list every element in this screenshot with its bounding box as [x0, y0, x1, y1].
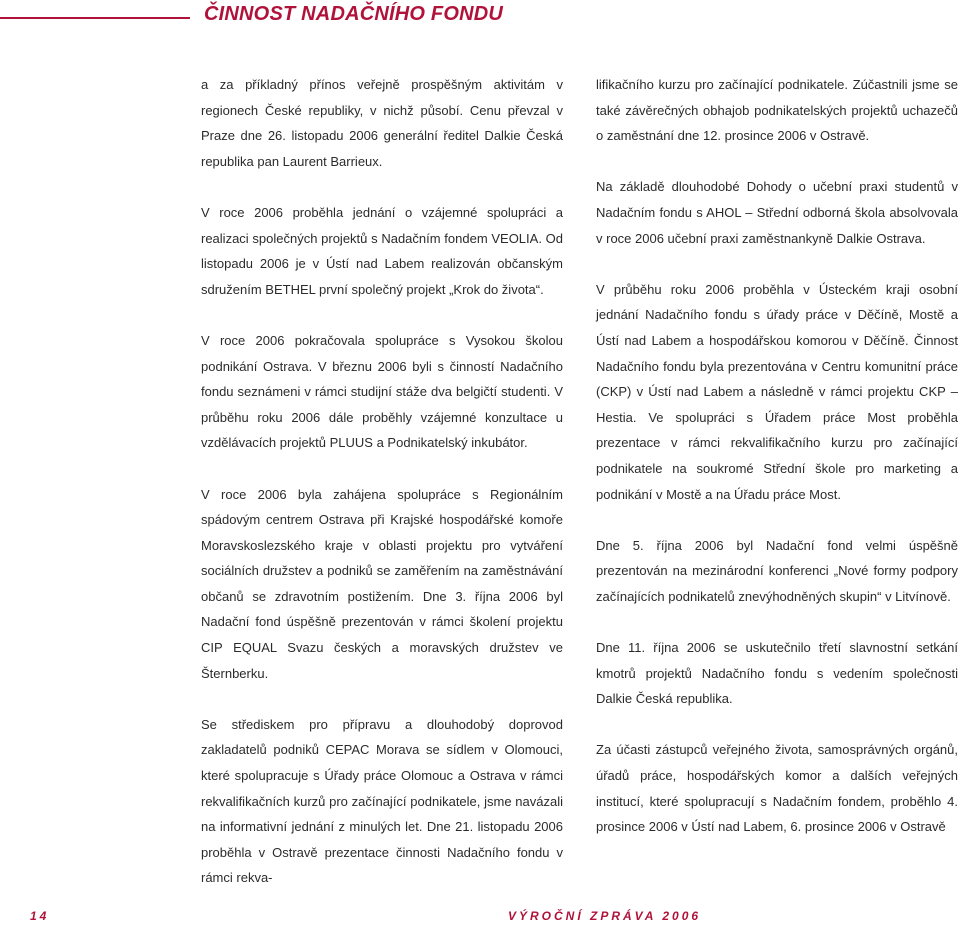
paragraph: Dne 11. října 2006 se uskutečnilo třetí slavnostní setkání kmotrů projektů Nadačního fondu s vedením společnosti Dalkie Česká republika.	[596, 640, 958, 707]
paragraph: V roce 2006 proběhla jednání o vzájemné spolupráci a realizaci společných projektů s Nadačním fondem VEOLIA. Od listopadu 2006 je v Ústí nad Labem realizován občanským sdružením BETHEL první společný projekt „Krok do života“.	[201, 204, 563, 297]
header-rule	[0, 17, 190, 19]
paragraph: Za účasti zástupců veřejného života, samosprávných orgánů, úřadů práce, hospodářských komor a dalších veřejných institucí, které spolupracují s Nadačním fondem, proběhlo 4. prosince 2006 v Ústí nad Labem, 6. prosince 2006 v Ostravě	[596, 742, 958, 835]
paragraph: Dne 5. října 2006 byl Nadační fond velmi úspěšně prezentován na mezinárodní konferenci „Nové formy podpory začínajících podnikatelů znevýhodněných skupin“ v Litvínově.	[596, 537, 958, 604]
paragraph: V průběhu roku 2006 proběhla v Ústeckém kraji osobní jednání Nadačního fondu s úřady práce v Děčíně, Mostě a Ústí nad Labem a hospodářskou komorou v Děčíně. Činnost Nadačního fondu byla prezentována v Centru komunitní práce (CKP) v Ústí nad Labem a následně v rámci projektu CKP – Hestia. Ve spolupráci s Úřadem práce Most proběhla prezentace v rámci rekvalifikačního kurzu pro začínající podnikatele na soukromé Střední škole pro marketing a podnikání v Mostě a na Úřadu práce Most.	[596, 281, 958, 502]
paragraph: lifikačního kurzu pro začínající podnikatele. Zúčastnili jsme se také závěrečných obhajob podnikatelských projektů uchazečů o zaměstnání dne 12. prosince 2006 v Ostravě.	[596, 77, 958, 144]
paragraph: V roce 2006 pokračovala spolupráce s Vysokou školou podnikání Ostrava. V březnu 2006 byli s činností Nadačního fondu seznámeni v rámci studijní stáže dva belgičtí studenti. V průběhu roku 2006 dále proběhly vzájemné konzultace u vzdělávacích projektů PLUUS a Podnikatelský inkubátor.	[201, 332, 563, 451]
right-column	[596, 72, 958, 840]
page-title: ČINNOST NADAČNÍHO FONDU	[204, 3, 504, 25]
report-title: VÝROČNÍ ZPRÁVA 2006	[508, 909, 702, 923]
page-number: 14	[30, 909, 50, 923]
paragraph: Na základě dlouhodobé Dohody o učební praxi studentů v Nadačním fondu s AHOL – Střední odborná škola absolvovala v roce 2006 učební praxi zaměstnankyně Dalkie Ostrava.	[596, 179, 958, 246]
paragraph: Se střediskem pro přípravu a dlouhodobý doprovod zakladatelů podniků CEPAC Morava se sídlem v Olomouci, které spolupracuje s Úřady práce Olomouc a Ostrava v rámci rekvalifikačních kurzů pro začínající podnikatele, jsme navázali na informativní jednání z minulých let. Dne 21. listopadu 2006 proběhla v Ostravě prezentace činnosti Nadačního fondu v rámci rekva-	[201, 716, 563, 886]
left-column	[201, 72, 563, 891]
paragraph: V roce 2006 byla zahájena spolupráce s Regionálním spádovým centrem Ostrava při Krajské hospodářské komoře Moravskoslezského kraje v oblasti projektu pro vytváření sociálních družstev a podniků se zaměřením na zaměstnávání občanů se zdravotním postižením. Dne 3. října 2006 byl Nadační fond úspěšně prezentován v rámci školení projektu CIP EQUAL Svazu českých a moravských družstev ve Šternberku.	[201, 486, 563, 681]
paragraph: a za příkladný přínos veřejně prospěšným aktivitám v regionech České republiky, v nichž působí. Cenu převzal v Praze dne 26. listopadu 2006 generální ředitel Dalkie Česká republika pan Laurent Barrieux.	[201, 77, 563, 169]
